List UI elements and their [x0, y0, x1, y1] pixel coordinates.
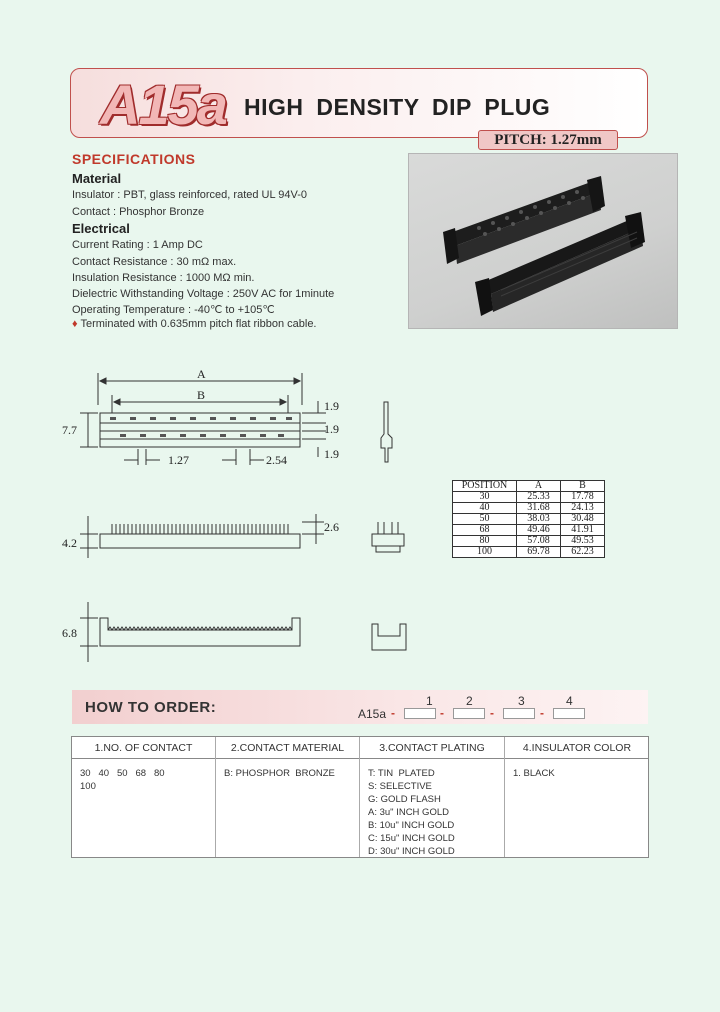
order-option: T: TIN PLATED — [368, 768, 435, 779]
cell: 24.13 — [561, 503, 605, 514]
order-slot-3-box — [503, 708, 535, 719]
product-photo — [408, 153, 678, 329]
dim-b-label: B — [197, 388, 206, 402]
dim-4-2-label: 4.2 — [62, 536, 77, 550]
order-col-plating — [360, 737, 505, 857]
cell: 69.78 — [517, 547, 561, 558]
table-row — [453, 503, 605, 514]
model-logo: A15a — [100, 73, 226, 136]
position-table-header — [453, 481, 605, 492]
dim-1-9-top-label: 1.9 — [324, 399, 339, 413]
order-col-header: 1.NO. OF CONTACT — [72, 737, 215, 759]
order-option: S: SELECTIVE — [368, 781, 432, 792]
cell: 100 — [453, 547, 517, 558]
order-dash: - — [490, 706, 494, 720]
cell: 57.08 — [517, 536, 561, 547]
cell: 25.33 — [517, 492, 561, 503]
dim-1-9-mid-label: 1.9 — [324, 422, 339, 436]
front-view-drawing — [60, 512, 360, 558]
pin-side-view — [374, 400, 400, 466]
cell: 80 — [453, 536, 517, 547]
spec-current-rating: Current Rating : 1 Amp DC — [72, 239, 203, 251]
cell: 30 — [453, 492, 517, 503]
material-heading: Material — [72, 171, 122, 186]
cell: 40 — [453, 503, 517, 514]
table-row — [453, 525, 605, 536]
order-slot-2-box — [453, 708, 485, 719]
order-col-header: 3.CONTACT PLATING — [360, 737, 504, 759]
spec-operating-temperature: Operating Temperature : -40℃ to +105℃ — [72, 304, 275, 316]
order-col-color — [505, 737, 649, 857]
specifications-heading: SPECIFICATIONS — [72, 151, 196, 167]
order-option: A: 3u" INCH GOLD — [368, 807, 449, 818]
order-option: B: 10u" INCH GOLD — [368, 820, 455, 831]
note-bullet-icon: ♦ — [72, 318, 78, 330]
order-col-header: 4.INSULATOR COLOR — [505, 737, 649, 759]
order-col-material — [216, 737, 360, 857]
order-option: 100 — [80, 781, 96, 792]
order-option: D: 30u" INCH GOLD — [368, 846, 455, 857]
order-dash: - — [540, 706, 544, 720]
dim-a-label: A — [197, 367, 206, 381]
order-slot-1-box — [404, 708, 436, 719]
how-to-order-title: HOW TO ORDER: — [85, 699, 217, 716]
order-option: C: 15u" INCH GOLD — [368, 833, 455, 844]
order-slot-4-number: 4 — [566, 694, 573, 708]
bottom-view-drawing — [60, 600, 360, 664]
connector-illustration — [409, 154, 679, 330]
cell: 62.23 — [561, 547, 605, 558]
order-dash: - — [391, 706, 395, 720]
order-slot-4-box — [553, 708, 585, 719]
spec-dielectric-voltage: Dielectric Withstanding Voltage : 250V AC for 1minute — [72, 288, 335, 300]
cell: 30.48 — [561, 514, 605, 525]
cell: 17.78 — [561, 492, 605, 503]
table-row — [453, 547, 605, 558]
dim-2-6-label: 2.6 — [324, 520, 339, 534]
bottom-teeth-line — [108, 627, 292, 630]
dim-1-9-bottom-label: 1.9 — [324, 447, 339, 461]
spec-contact-resistance: Contact Resistance : 30 mΩ max. — [72, 256, 237, 268]
order-option: B: PHOSPHOR BRONZE — [224, 768, 335, 779]
header-a: A — [517, 481, 561, 492]
order-code: A15a — [358, 707, 387, 721]
order-slot-2-number: 2 — [466, 694, 473, 708]
table-row — [453, 536, 605, 547]
table-row — [453, 492, 605, 503]
order-col-header: 2.CONTACT MATERIAL — [216, 737, 359, 759]
order-option: 1. BLACK — [513, 768, 555, 779]
table-row — [453, 514, 605, 525]
spec-insulation-resistance: Insulation Resistance : 1000 MΩ min. — [72, 272, 255, 284]
header-position: POSITION — [453, 481, 517, 492]
position-table — [452, 480, 605, 558]
electrical-heading: Electrical — [72, 221, 130, 236]
spec-insulator: Insulator : PBT, glass reinforced, rated UL 94V-0 — [72, 189, 307, 201]
order-dash: - — [440, 706, 444, 720]
top-view-drawing — [60, 365, 360, 470]
pitch-2-54-label: 2.54 — [266, 453, 287, 467]
order-table — [71, 736, 649, 858]
order-slot-3-number: 3 — [518, 694, 525, 708]
note-text: Terminated with 0.635mm pitch flat ribbon cable. — [80, 318, 317, 330]
end-view-drawing — [370, 520, 406, 554]
order-option: G: GOLD FLASH — [368, 794, 441, 805]
dim-6-8-label: 6.8 — [62, 626, 77, 640]
cell: 49.53 — [561, 536, 605, 547]
cell: 49.46 — [517, 525, 561, 536]
cell: 31.68 — [517, 503, 561, 514]
order-col-contacts — [72, 737, 216, 857]
page-title: HIGH DENSITY DIP PLUG — [244, 94, 551, 120]
order-slot-1-number: 1 — [426, 694, 433, 708]
cell: 41.91 — [561, 525, 605, 536]
cell: 50 — [453, 514, 517, 525]
cell: 68 — [453, 525, 517, 536]
dim-7-7-label: 7.7 — [62, 423, 77, 437]
spec-note — [72, 318, 317, 330]
cross-section-drawing — [370, 620, 408, 652]
cell: 38.03 — [517, 514, 561, 525]
spec-contact: Contact : Phosphor Bronze — [72, 206, 205, 218]
order-option: 30 40 50 68 80 — [80, 768, 165, 779]
pitch-badge: PITCH: 1.27mm — [478, 130, 618, 150]
header-b: B — [561, 481, 605, 492]
pitch-1-27-label: 1.27 — [168, 453, 189, 467]
